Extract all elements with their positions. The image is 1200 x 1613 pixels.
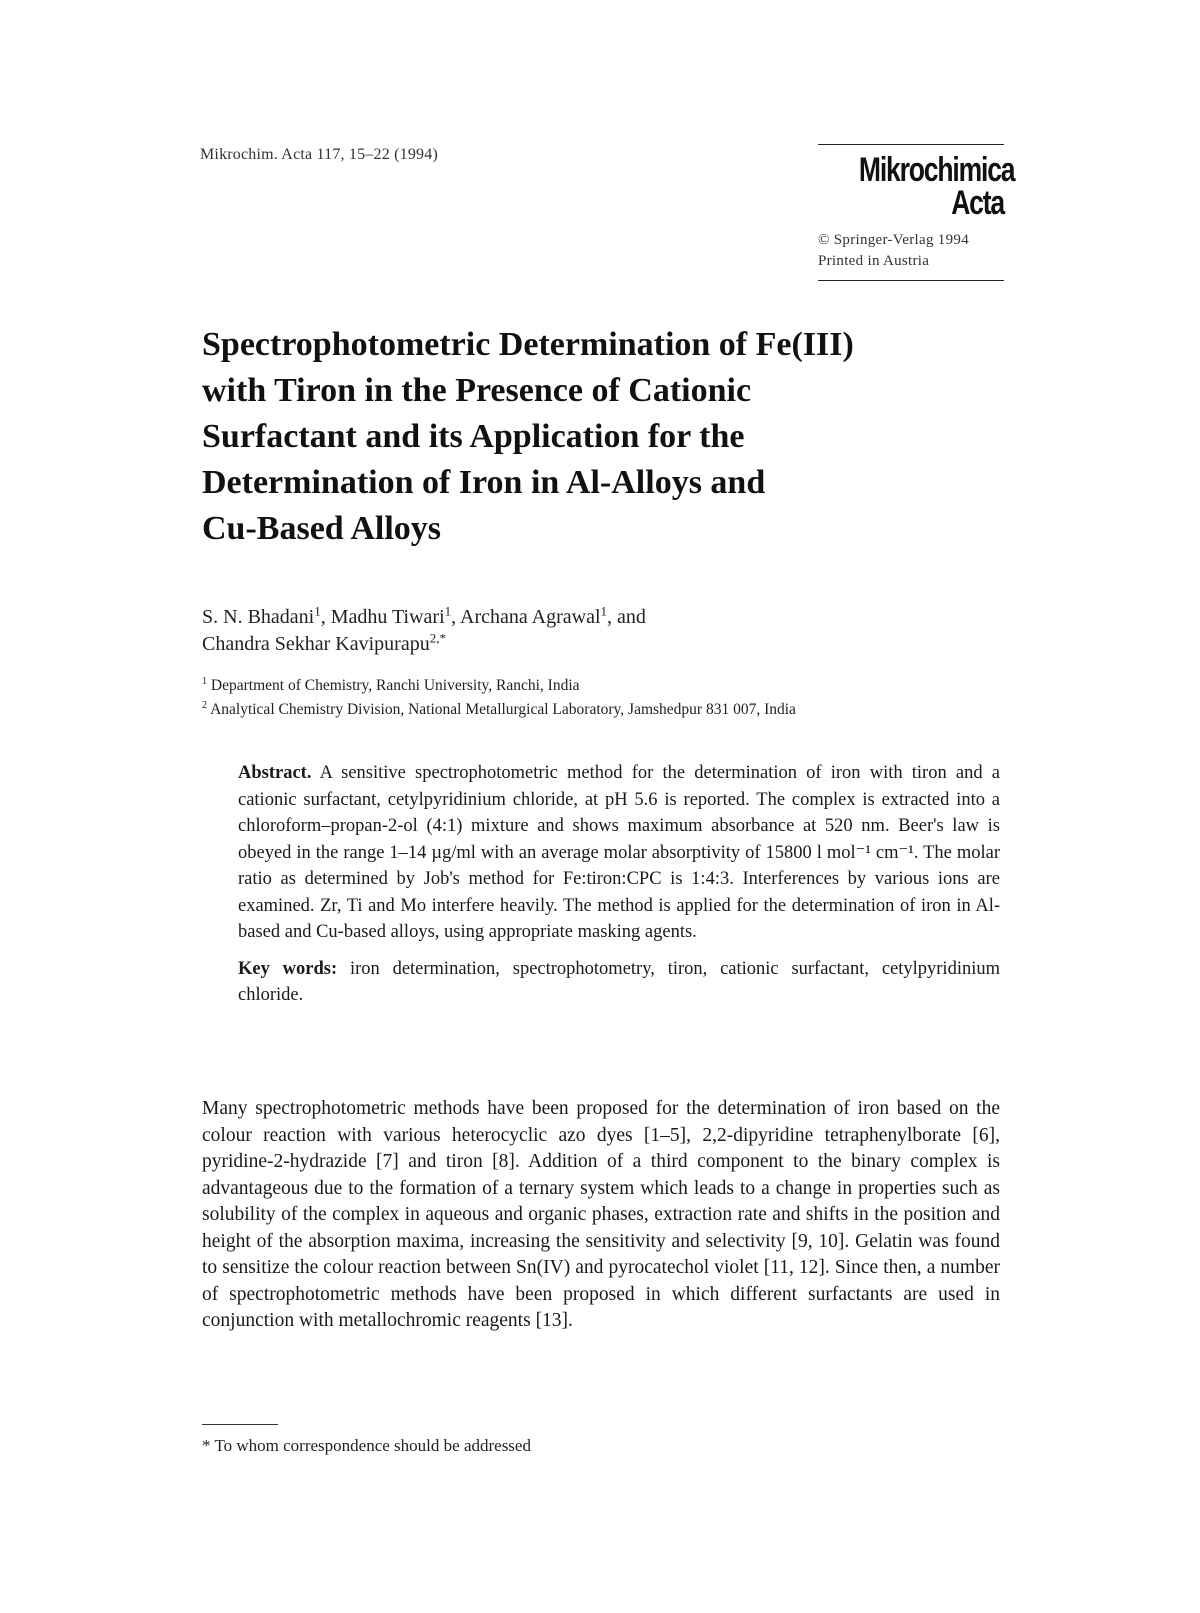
abstract-section xyxy=(238,760,1000,1009)
author-affiliation-mark: 1 xyxy=(444,603,452,619)
copyright-line: © Springer-Verlag 1994 xyxy=(818,232,969,248)
footnote-rule xyxy=(202,1424,278,1425)
author-name: Chandra Sekhar Kavipurapu xyxy=(202,633,430,655)
correspondence-footnote: * To whom correspondence should be addressed xyxy=(202,1436,531,1455)
affiliation-number: 2 xyxy=(202,699,208,711)
author-line-1 xyxy=(202,604,646,631)
keywords-text: iron determination, spectrophotometry, tiron, cationic surfactant, cetylpyridinium chloride. xyxy=(238,958,1000,1005)
author-name: , Archana Agrawal xyxy=(451,606,601,628)
abstract-paragraph xyxy=(238,760,1000,946)
body-paragraph: Many spectrophotometric methods have been proposed for the determination of iron based on the colour reaction with various heterocyclic azo dyes [1–5], 2,2-dipyridine tetraphenylborate [6], pyridine-2-hydrazide [7] and tiron [8]. Addition of a third component to the binary complex is advantageous due to the formation of a ternary system which leads to a change in properties such as solubility of the complex in aqueous and organic phases, extraction rate and shifts in the position and height of the absorption maxima, increasing the sensitivity and selectivity [9, 10]. Gelatin was found to sensitize the colour reaction between Sn(IV) and pyrocatechol violet [11, 12]. Since then, a number of spectrophotometric methods have been proposed in which different surfactants are used in conjunction with metallochromic reagents [13]. xyxy=(202,1098,1000,1331)
journal-logo-line1: Mikrochimica xyxy=(858,151,1015,189)
title-line: with Tiron in the Presence of Cationic xyxy=(202,372,752,409)
keywords-label: Key words: xyxy=(238,958,338,979)
journal-masthead xyxy=(818,144,1015,281)
journal-logo xyxy=(858,151,1015,222)
title-line: Surfactant and its Application for the xyxy=(202,418,745,455)
author-affiliation-mark: 1 xyxy=(314,603,321,619)
author-name: S. N. Bhadani xyxy=(202,606,315,628)
abstract-text: A sensitive spectrophotometric method for the determination of iron with tiron and a cationic surfactant, cetylpyridinium chloride, at pH 5.6 is reported. The complex is extracted into a chloroform–propan-2-ol (4:1) mixture and shows maximum absorbance at 520 nm. Beer's law is obeyed in the range 1–14 µg/ml with an average molar absorptivity of 15800 l mol⁻¹ cm⁻¹. The molar ratio as determined by Job's method for Fe:tiron:CPC is 1:4:3. Interferences by various ions are examined. Zr, Ti and Mo interfere heavily. The method is applied for the determination of iron in Al-based and Cu-based alloys, using appropriate masking agents. xyxy=(238,763,1000,942)
author-separator: , and xyxy=(607,606,646,628)
keywords-paragraph xyxy=(238,956,1000,1009)
title-line: Determination of Iron in Al-Alloys and xyxy=(202,464,766,501)
affiliation-number: 1 xyxy=(202,675,208,687)
author-affiliation-mark: 2,* xyxy=(429,630,446,646)
masthead-top-rule xyxy=(818,144,1004,145)
journal-meta xyxy=(818,230,1004,272)
author-list xyxy=(202,604,646,658)
author-affiliation-mark: 1 xyxy=(600,603,608,619)
author-line-2 xyxy=(202,631,646,658)
abstract-label: Abstract. xyxy=(238,763,312,783)
printed-line: Printed in Austria xyxy=(818,253,930,269)
author-name: , Madhu Tiwari xyxy=(320,606,445,628)
paper-title xyxy=(202,322,992,552)
affiliations xyxy=(202,674,796,722)
title-line: Spectrophotometric Determination of Fe(III) xyxy=(202,326,854,363)
affiliation-text: Department of Chemistry, Ranchi University, Ranchi, India xyxy=(210,677,580,694)
journal-citation: Mikrochim. Acta 117, 15–22 (1994) xyxy=(200,146,438,163)
affiliation-item xyxy=(202,674,796,698)
affiliation-text: Analytical Chemistry Division, National Metallurgical Laboratory, Jamshedpur 831 007, India xyxy=(210,701,796,718)
affiliation-item xyxy=(202,698,796,722)
journal-logo-line2: Acta xyxy=(951,184,1004,222)
masthead-bottom-rule xyxy=(818,280,1004,281)
introduction-section xyxy=(202,1096,1000,1335)
title-line: Cu-Based Alloys xyxy=(202,510,441,547)
